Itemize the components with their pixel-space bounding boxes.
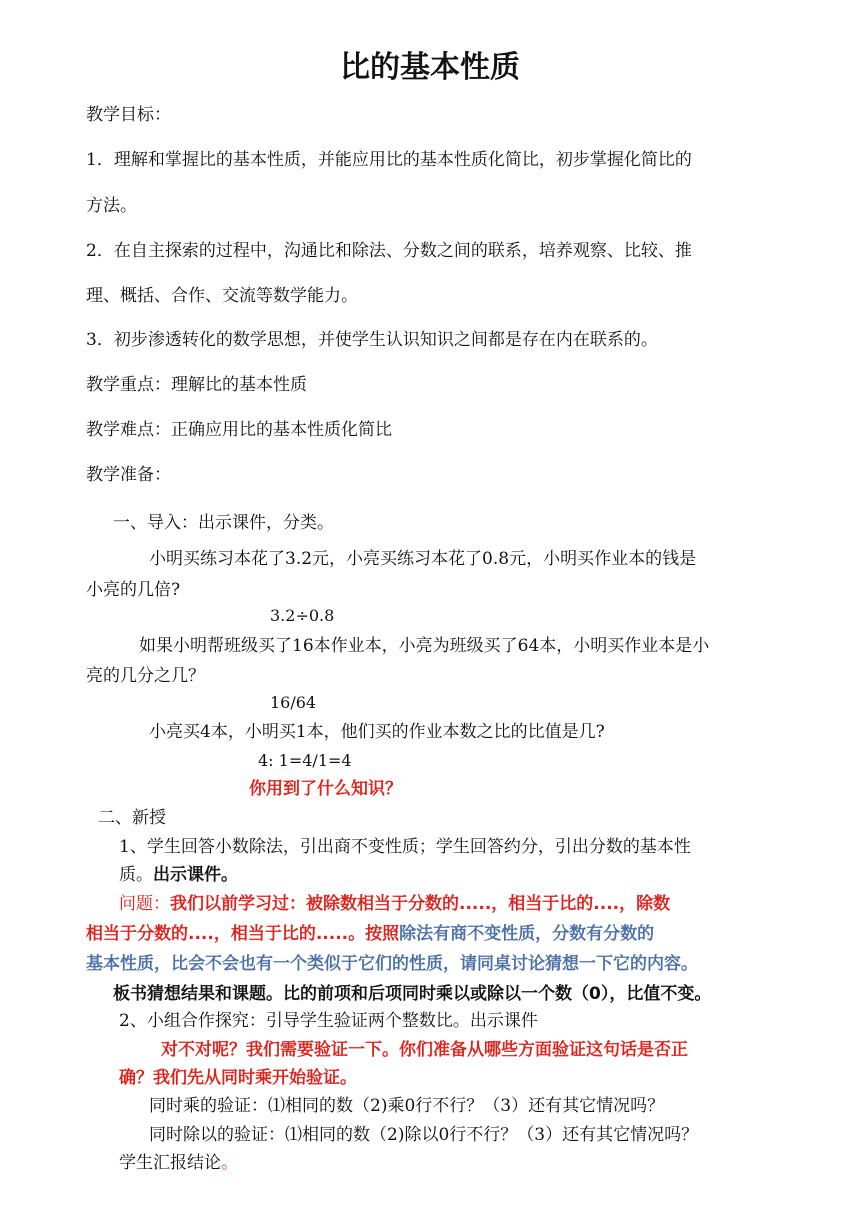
goal-1-line-2: 方法。 (86, 196, 137, 216)
question-line-1 (119, 892, 670, 916)
question-2-expression: 16/64 (270, 693, 317, 712)
item-2: 2、小组合作探究：引导学生验证两个整数比。出示课件 (119, 1011, 538, 1031)
verify-line-1: 对不对呢？我们需要验证一下。你们准备从哪些方面验证这句话是否正 (161, 1040, 688, 1060)
goal-2-line-1: 2．在自主探索的过程中，沟通比和除法、分数之间的联系，培养观察、比较、推 (86, 241, 692, 261)
question-text-2-red: 相当于分数的....，相当于比的.....。按照 (86, 924, 400, 944)
student-report-text: 学生汇报结论 (119, 1153, 221, 1173)
knowledge-prompt: 你用到了什么知识？ (249, 779, 402, 799)
question-2-line-2: 亮的几分之几？ (86, 666, 205, 686)
question-line-3: 基本性质，比会不会也有一个类似于它们的性质，请同桌讨论猜想一下它的内容。 (86, 954, 698, 974)
question-text-1: 我们以前学习过：被除数相当于分数的.....，相当于比的....，除数 (170, 894, 671, 914)
board-writing: 板书猜想结果和课题。比的前项和后项同时乘以或除以一个数（0），比值不变。 (113, 984, 712, 1004)
goal-2-line-2: 理、概括、合作、交流等数学能力。 (86, 286, 358, 306)
verify-line-2: 确？我们先从同时乘开始验证。 (119, 1068, 357, 1088)
key-point: 教学重点：理解比的基本性质 (86, 375, 307, 395)
student-report-period: 。 (221, 1153, 238, 1173)
question-1-expression: 3.2÷0.8 (270, 606, 335, 625)
question-1-line-2: 小亮的几倍? (86, 580, 181, 600)
question-3-expression: 4: 1=4/1=4 (258, 751, 352, 770)
question-text-2-blue: 除法有商不变性质，分数有分数的 (399, 924, 655, 944)
question-3: 小亮买4本，小明买1本，他们买的作业本数之比的比值是几? (149, 722, 605, 742)
goal-1-line-1: 1．理解和掌握比的基本性质，并能应用比的基本性质化简比，初步掌握化简比的 (86, 150, 692, 170)
goals-heading: 教学目标： (86, 105, 171, 125)
difficulty: 教学难点：正确应用比的基本性质化简比 (86, 420, 392, 440)
section-2-heading: 二、新授 (98, 808, 166, 828)
item-1-line-1: 1、学生回答小数除法，引出商不变性质；学生回答约分，引出分数的基本性 (119, 837, 691, 857)
item-1-text: 质。 (119, 865, 153, 885)
preparation: 教学准备： (86, 465, 171, 485)
item-1-line-2 (119, 863, 238, 887)
multiply-verification: 同时乘的验证：⑴相同的数（2)乘0行不行？（3）还有其它情况吗？ (149, 1096, 665, 1116)
section-1-heading: 一、导入：出示课件，分类。 (113, 513, 334, 533)
item-1-courseware: 出示课件。 (153, 865, 238, 885)
question-2-line-1: 如果小明帮班级买了16本作业本，小亮为班级买了64本，小明买作业本是小 (139, 636, 710, 656)
question-1-line-1: 小明买练习本花了3.2元，小亮买练习本花了0.8元，小明买作业本的钱是 (149, 549, 697, 569)
goal-3: 3．初步渗透转化的数学思想，并使学生认识知识之间都是存在内在联系的。 (86, 330, 658, 350)
question-label: 问题： (119, 894, 170, 914)
question-line-2 (86, 922, 654, 946)
divide-verification: 同时除以的验证：⑴相同的数（2)除以0行不行？（3）还有其它情况吗？ (149, 1125, 699, 1145)
page-title: 比的基本性质 (340, 50, 520, 85)
student-report (119, 1151, 238, 1175)
